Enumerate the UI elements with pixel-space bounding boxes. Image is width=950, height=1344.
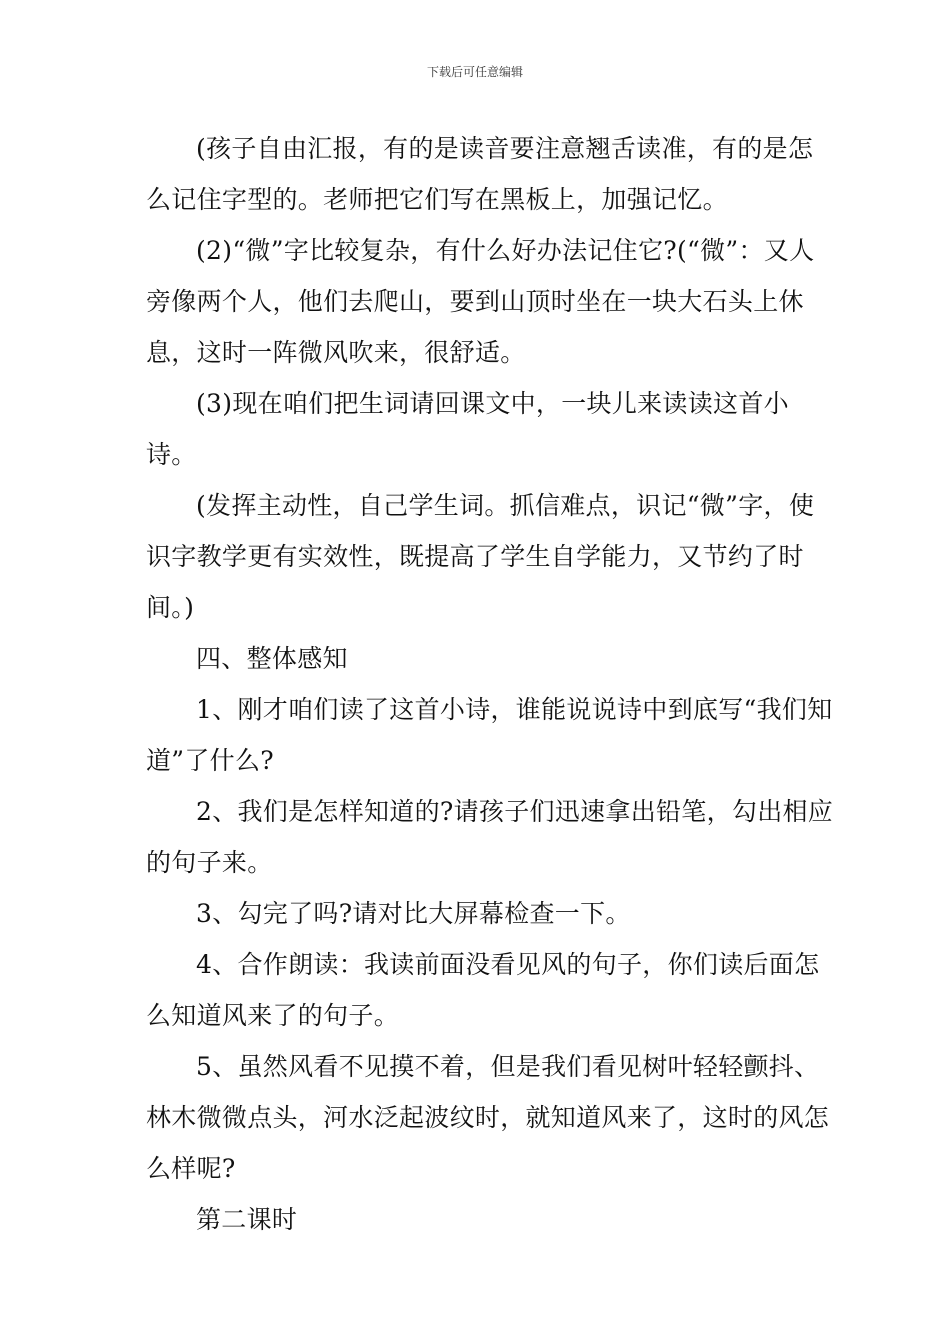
paragraph-3: (3)现在咱们把生词请回课文中，一块儿来读读这首小诗。 <box>146 389 789 469</box>
paragraph-9: 4、合作朗读：我读前面没看见风的句子，你们读后面怎么知道风来了的句子。 <box>146 950 820 1030</box>
section-heading: 四、整体感知 <box>196 644 348 673</box>
paragraph-4: (发挥主动性，自己学生词。抓信难点，识记“微”字，使识字教学更有实效性，既提高了学生自学能力，又节约了时间。) <box>146 491 815 622</box>
paragraph-2: (2)“微”字比较复杂，有什么好办法记住它?(“微”：又人旁像两个人，他们去爬山，要到山顶时坐在一块大石头上休息，这时一阵微风吹来，很舒适。 <box>146 236 815 367</box>
paragraph-10: 5、虽然风看不见摸不着，但是我们看见树叶轻轻颤抖、林木微微点头，河水泛起波纹时，就知道风来了，这时的风怎么样呢? <box>146 1052 830 1183</box>
lesson-heading: 第二课时 <box>196 1205 298 1234</box>
page-header-note: 下载后可任意编辑 <box>426 65 523 79</box>
paragraph-7: 2、我们是怎样知道的?请孩子们迅速拿出铅笔，勾出相应的句子来。 <box>146 797 834 877</box>
document-body <box>146 123 836 1245</box>
paragraph-1: (孩子自由汇报，有的是读音要注意翘舌读准，有的是怎么记住字型的。老师把它们写在黑板上，加强记忆。 <box>146 134 814 214</box>
paragraph-8: 3、勾完了吗?请对比大屏幕检查一下。 <box>196 899 631 928</box>
paragraph-6: 1、刚才咱们读了这首小诗，谁能说说诗中到底写“我们知道”了什么? <box>146 695 833 775</box>
